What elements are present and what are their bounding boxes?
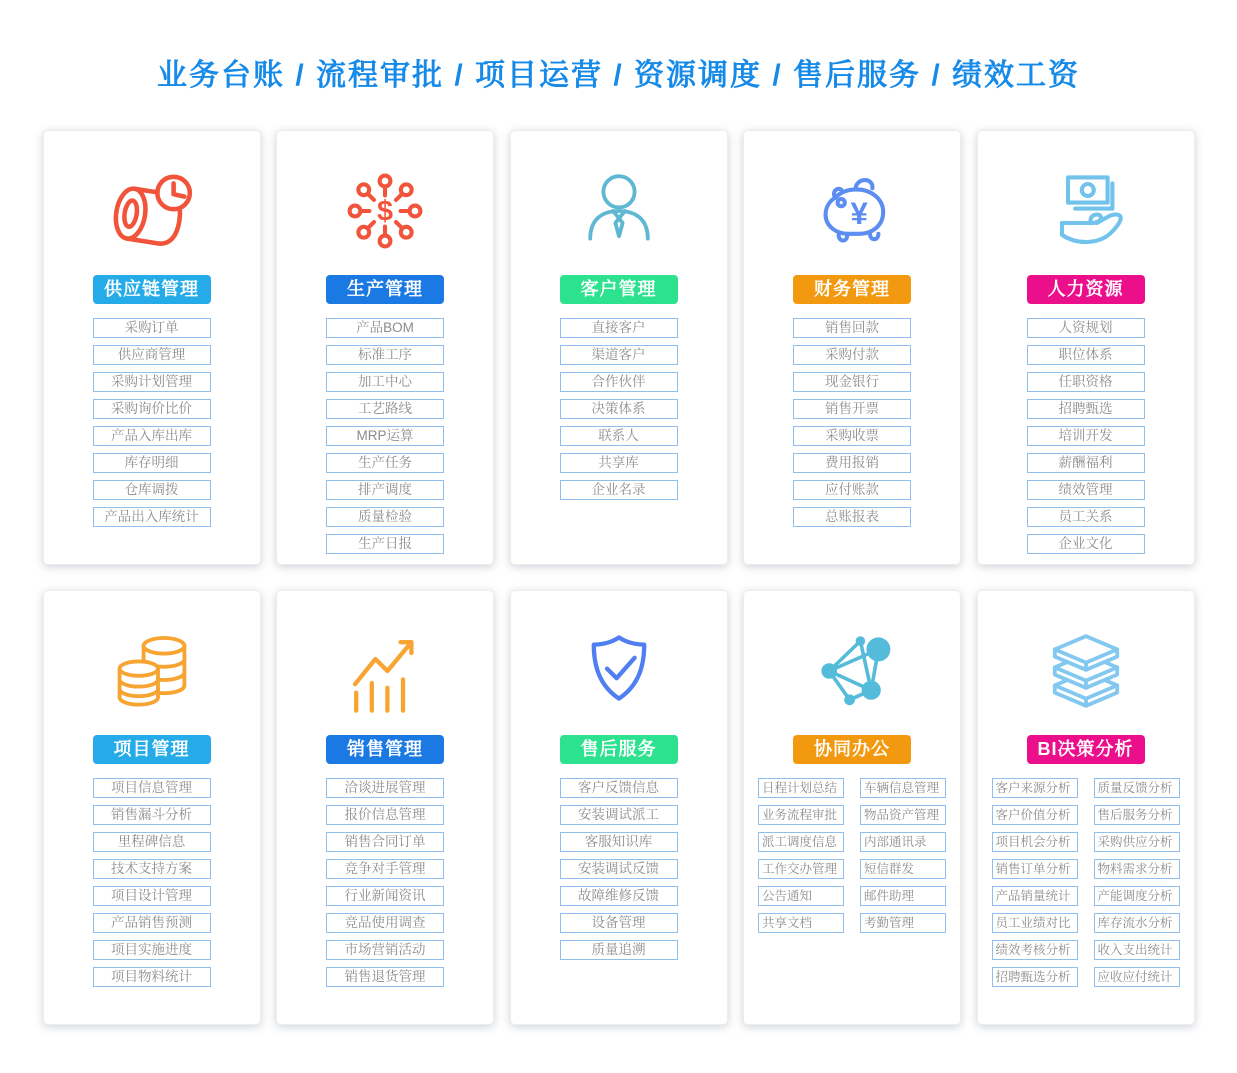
feature-item[interactable]: 产品出入库统计 — [93, 507, 211, 527]
feature-list — [326, 318, 444, 554]
feature-item[interactable]: 培训开发 — [1027, 426, 1145, 446]
shield-check-icon — [569, 619, 669, 723]
network-dollar-icon — [335, 159, 435, 263]
feature-item[interactable]: 决策体系 — [560, 399, 678, 419]
feature-list — [992, 778, 1180, 987]
page-title: 业务台账 / 流程审批 / 项目运营 / 资源调度 / 售后服务 / 绩效工资 — [156, 59, 1081, 92]
feature-item[interactable]: 产能调度分析 — [1094, 886, 1180, 906]
feature-item[interactable]: 质量反馈分析 — [1094, 778, 1180, 798]
feature-item[interactable]: 费用报销 — [793, 453, 911, 473]
feature-item[interactable]: 工作交办管理 — [758, 859, 844, 879]
card-header: 协同办公 — [793, 735, 911, 764]
page — [0, 50, 1237, 1025]
feature-item[interactable]: 员工关系 — [1027, 507, 1145, 527]
card-grid — [43, 130, 1195, 1025]
feature-item[interactable]: 内部通讯录 — [860, 832, 946, 852]
feature-item[interactable]: 员工业绩对比 — [992, 913, 1078, 933]
feature-item[interactable]: 收入支出统计 — [1094, 940, 1180, 960]
feature-column — [1094, 778, 1180, 987]
feature-column — [758, 778, 844, 933]
feature-item[interactable]: 共享文档 — [758, 913, 844, 933]
feature-list — [560, 318, 678, 500]
feature-item[interactable]: 共享库 — [560, 453, 678, 473]
card-sales — [276, 590, 494, 1025]
feature-item[interactable]: 项目实施进度 — [93, 940, 211, 960]
feature-item[interactable]: 绩效考核分析 — [992, 940, 1078, 960]
feature-item[interactable]: 库存流水分析 — [1094, 913, 1180, 933]
feature-item[interactable]: 标准工序 — [326, 345, 444, 365]
card-header: 售后服务 — [560, 735, 678, 764]
feature-item[interactable]: 应付账款 — [793, 480, 911, 500]
feature-item[interactable]: 销售合同订单 — [326, 832, 444, 852]
feature-item[interactable]: 库存明细 — [93, 453, 211, 473]
feature-item[interactable]: 产品销售预测 — [93, 913, 211, 933]
card-supply-chain — [43, 130, 261, 565]
card-customer — [510, 130, 728, 565]
feature-item[interactable]: 邮件助理 — [860, 886, 946, 906]
feature-item[interactable]: 派工调度信息 — [758, 832, 844, 852]
feature-item[interactable]: 客服知识库 — [560, 832, 678, 852]
card-header: 销售管理 — [326, 735, 444, 764]
feature-item[interactable]: 项目机会分析 — [992, 832, 1078, 852]
feature-item[interactable]: 直接客户 — [560, 318, 678, 338]
feature-item[interactable]: 招聘甄选分析 — [992, 967, 1078, 987]
feature-item[interactable]: 总账报表 — [793, 507, 911, 527]
coin-stack-icon — [102, 619, 202, 723]
feature-item[interactable]: 质量追溯 — [560, 940, 678, 960]
feature-item[interactable]: 企业文化 — [1027, 534, 1145, 554]
feature-item[interactable]: 产品入库出库 — [93, 426, 211, 446]
feature-item[interactable]: 售后服务分析 — [1094, 805, 1180, 825]
card-finance — [743, 130, 961, 565]
feature-item[interactable]: 人资规划 — [1027, 318, 1145, 338]
card-header: 财务管理 — [793, 275, 911, 304]
feature-item[interactable]: 生产日报 — [326, 534, 444, 554]
feature-item[interactable]: 加工中心 — [326, 372, 444, 392]
feature-item[interactable]: 竞争对手管理 — [326, 859, 444, 879]
feature-item[interactable]: 市场营销活动 — [326, 940, 444, 960]
feature-item[interactable]: 任职资格 — [1027, 372, 1145, 392]
feature-item[interactable]: 合作伙伴 — [560, 372, 678, 392]
card-header: 供应链管理 — [93, 275, 211, 304]
card-header: 生产管理 — [326, 275, 444, 304]
card-after-sales — [510, 590, 728, 1025]
card-header: 项目管理 — [93, 735, 211, 764]
businessman-icon — [569, 159, 669, 263]
feature-item[interactable]: 业务流程审批 — [758, 805, 844, 825]
card-collaboration — [743, 590, 961, 1025]
feature-item[interactable]: 渠道客户 — [560, 345, 678, 365]
feature-item[interactable]: 客户反馈信息 — [560, 778, 678, 798]
feature-item[interactable]: 采购供应分析 — [1094, 832, 1180, 852]
feature-item[interactable]: 采购询价比价 — [93, 399, 211, 419]
feature-item[interactable]: 销售订单分析 — [992, 859, 1078, 879]
layer-stack-icon — [1036, 619, 1136, 723]
feature-item[interactable]: 客户价值分析 — [992, 805, 1078, 825]
feature-list — [1027, 318, 1145, 554]
card-header: 人力资源 — [1027, 275, 1145, 304]
feature-item[interactable]: 采购收票 — [793, 426, 911, 446]
card-bi-analysis — [977, 590, 1195, 1025]
feature-item[interactable]: 物料需求分析 — [1094, 859, 1180, 879]
feature-item[interactable]: 考勤管理 — [860, 913, 946, 933]
feature-item[interactable]: 现金银行 — [793, 372, 911, 392]
feature-item[interactable]: 公告通知 — [758, 886, 844, 906]
feature-item[interactable]: 项目设计管理 — [93, 886, 211, 906]
feature-item[interactable]: 招聘甄选 — [1027, 399, 1145, 419]
feature-item[interactable]: 销售漏斗分析 — [93, 805, 211, 825]
feature-item[interactable]: 生产任务 — [326, 453, 444, 473]
feature-column — [992, 778, 1078, 987]
feature-item[interactable]: 绩效管理 — [1027, 480, 1145, 500]
feature-item[interactable]: 设备管理 — [560, 913, 678, 933]
feature-item[interactable]: 安装调试反馈 — [560, 859, 678, 879]
hand-money-icon — [1036, 159, 1136, 263]
feature-list — [793, 318, 911, 527]
feature-item[interactable]: 薪酬福利 — [1027, 453, 1145, 473]
svg-text:¥: ¥ — [850, 196, 868, 232]
feature-item[interactable]: 质量检验 — [326, 507, 444, 527]
feature-item[interactable]: 职位体系 — [1027, 345, 1145, 365]
feature-item[interactable]: 日程计划总结 — [758, 778, 844, 798]
feature-item[interactable]: 项目物料统计 — [93, 967, 211, 987]
feature-item[interactable]: 联系人 — [560, 426, 678, 446]
feature-item[interactable]: 项目信息管理 — [93, 778, 211, 798]
feature-item[interactable]: 供应商管理 — [93, 345, 211, 365]
feature-item[interactable]: 故障维修反馈 — [560, 886, 678, 906]
feature-list — [758, 778, 946, 933]
card-header: BI决策分析 — [1027, 735, 1145, 764]
feature-item[interactable]: 里程碑信息 — [93, 832, 211, 852]
piggy-bank-icon — [802, 159, 902, 263]
card-project — [43, 590, 261, 1025]
feature-column — [860, 778, 946, 933]
feature-item[interactable]: 工艺路线 — [326, 399, 444, 419]
feature-item[interactable]: 客户来源分析 — [992, 778, 1078, 798]
feature-item[interactable]: 短信群发 — [860, 859, 946, 879]
card-production — [276, 130, 494, 565]
feature-item[interactable]: 仓库调拨 — [93, 480, 211, 500]
feature-item[interactable]: 采购计划管理 — [93, 372, 211, 392]
card-human-resources — [977, 130, 1195, 565]
feature-list — [326, 778, 444, 987]
feature-item[interactable]: 洽谈进展管理 — [326, 778, 444, 798]
growth-chart-icon — [335, 619, 435, 723]
feature-item[interactable]: 物品资产管理 — [860, 805, 946, 825]
feature-item[interactable]: 销售开票 — [793, 399, 911, 419]
feature-item[interactable]: 车辆信息管理 — [860, 778, 946, 798]
feature-item[interactable]: 排产调度 — [326, 480, 444, 500]
feature-item[interactable]: 竞品使用调查 — [326, 913, 444, 933]
feature-item[interactable]: 销售退货管理 — [326, 967, 444, 987]
feature-item[interactable]: 行业新闻资讯 — [326, 886, 444, 906]
feature-list — [93, 318, 211, 527]
feature-item[interactable]: MRP运算 — [326, 426, 444, 446]
network-nodes-icon — [802, 619, 902, 723]
feature-item[interactable]: 安装调试派工 — [560, 805, 678, 825]
feature-item[interactable]: 销售回款 — [793, 318, 911, 338]
feature-list — [560, 778, 678, 960]
svg-text:$: $ — [376, 195, 394, 228]
feature-list — [93, 778, 211, 987]
feature-item[interactable]: 产品销量统计 — [992, 886, 1078, 906]
feature-item[interactable]: 报价信息管理 — [326, 805, 444, 825]
feature-item[interactable]: 产品BOM — [326, 318, 444, 338]
feature-item[interactable]: 采购订单 — [93, 318, 211, 338]
feature-item[interactable]: 应收应付统计 — [1094, 967, 1180, 987]
feature-item[interactable]: 采购付款 — [793, 345, 911, 365]
roll-clock-icon — [102, 159, 202, 263]
card-header: 客户管理 — [560, 275, 678, 304]
feature-item[interactable]: 企业名录 — [560, 480, 678, 500]
feature-item[interactable]: 技术支持方案 — [93, 859, 211, 879]
